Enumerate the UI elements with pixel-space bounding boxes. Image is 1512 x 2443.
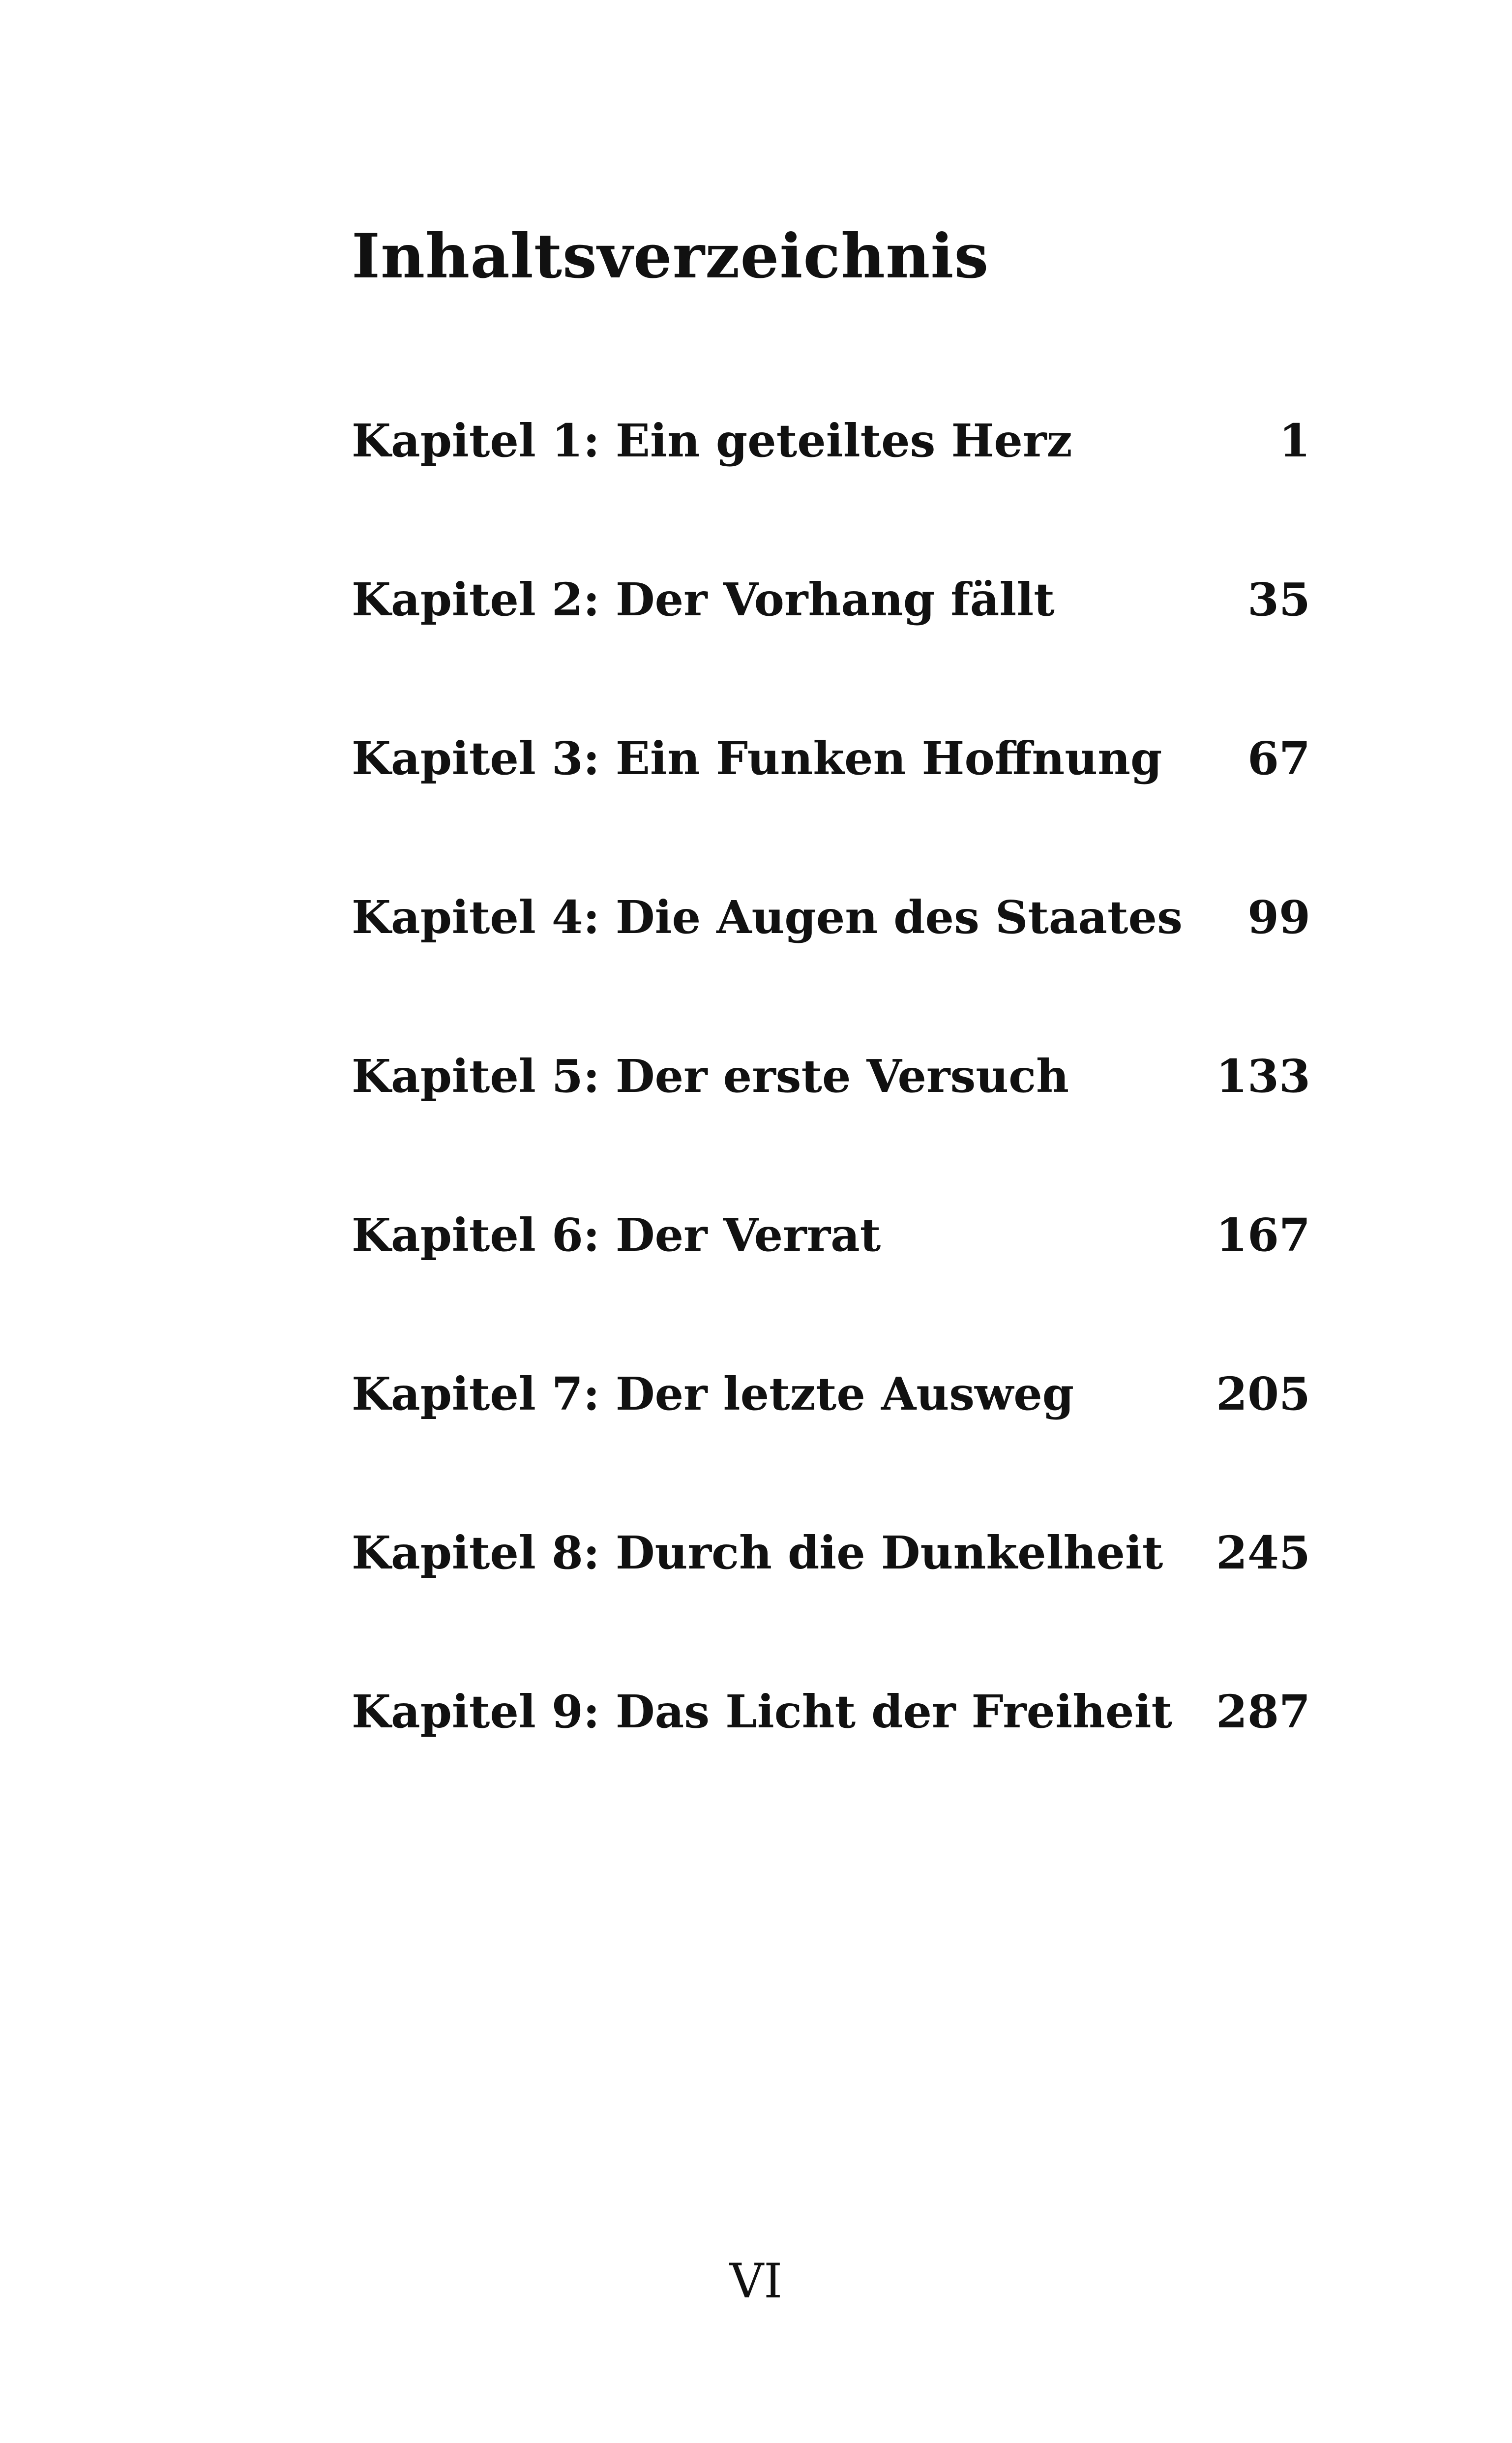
- toc-entry-3: [352, 732, 1310, 895]
- toc-entry-8: [352, 1526, 1310, 1689]
- toc-entry-page-number: 245: [1216, 1526, 1310, 1579]
- toc-entry-page-number: 133: [1216, 1050, 1310, 1103]
- toc-entry-label: Kapitel 2: Der Vorhang fällt: [352, 573, 1055, 626]
- toc-entry-label: Kapitel 5: Der erste Versuch: [352, 1050, 1069, 1103]
- toc-entry-2: [352, 573, 1310, 736]
- toc-entry-label: Kapitel 3: Ein Funken Hoffnung: [352, 732, 1162, 785]
- toc-entry-5: [352, 1050, 1310, 1212]
- toc-entry-7: [352, 1367, 1310, 1530]
- toc-entry-page-number: 67: [1247, 732, 1310, 785]
- toc-entry-9: [352, 1685, 1310, 1848]
- page-number-footer: VI: [729, 2254, 783, 2309]
- toc-entry-page-number: 205: [1216, 1367, 1310, 1420]
- toc-entry-1: [352, 414, 1310, 577]
- toc-entry-label: Kapitel 6: Der Verrat: [352, 1208, 881, 1262]
- page-title: Inhaltsverzeichnis: [352, 221, 989, 292]
- toc-entry-label: Kapitel 8: Durch die Dunkelheit: [352, 1526, 1163, 1579]
- toc-entry-label: Kapitel 1: Ein geteiltes Herz: [352, 414, 1072, 467]
- toc-entry-page-number: 35: [1247, 573, 1310, 626]
- toc-entry-page-number: 1: [1278, 414, 1310, 467]
- toc-entry-label: Kapitel 7: Der letzte Ausweg: [352, 1367, 1074, 1420]
- toc-list: [352, 414, 1310, 1848]
- toc-entry-label: Kapitel 4: Die Augen des Staates: [352, 891, 1183, 944]
- toc-entry-6: [352, 1208, 1310, 1371]
- toc-entry-label: Kapitel 9: Das Licht der Freiheit: [352, 1685, 1173, 1738]
- toc-entry-page-number: 167: [1216, 1208, 1310, 1262]
- toc-entry-page-number: 287: [1216, 1685, 1310, 1738]
- toc-entry-page-number: 99: [1247, 891, 1310, 944]
- toc-entry-4: [352, 891, 1310, 1054]
